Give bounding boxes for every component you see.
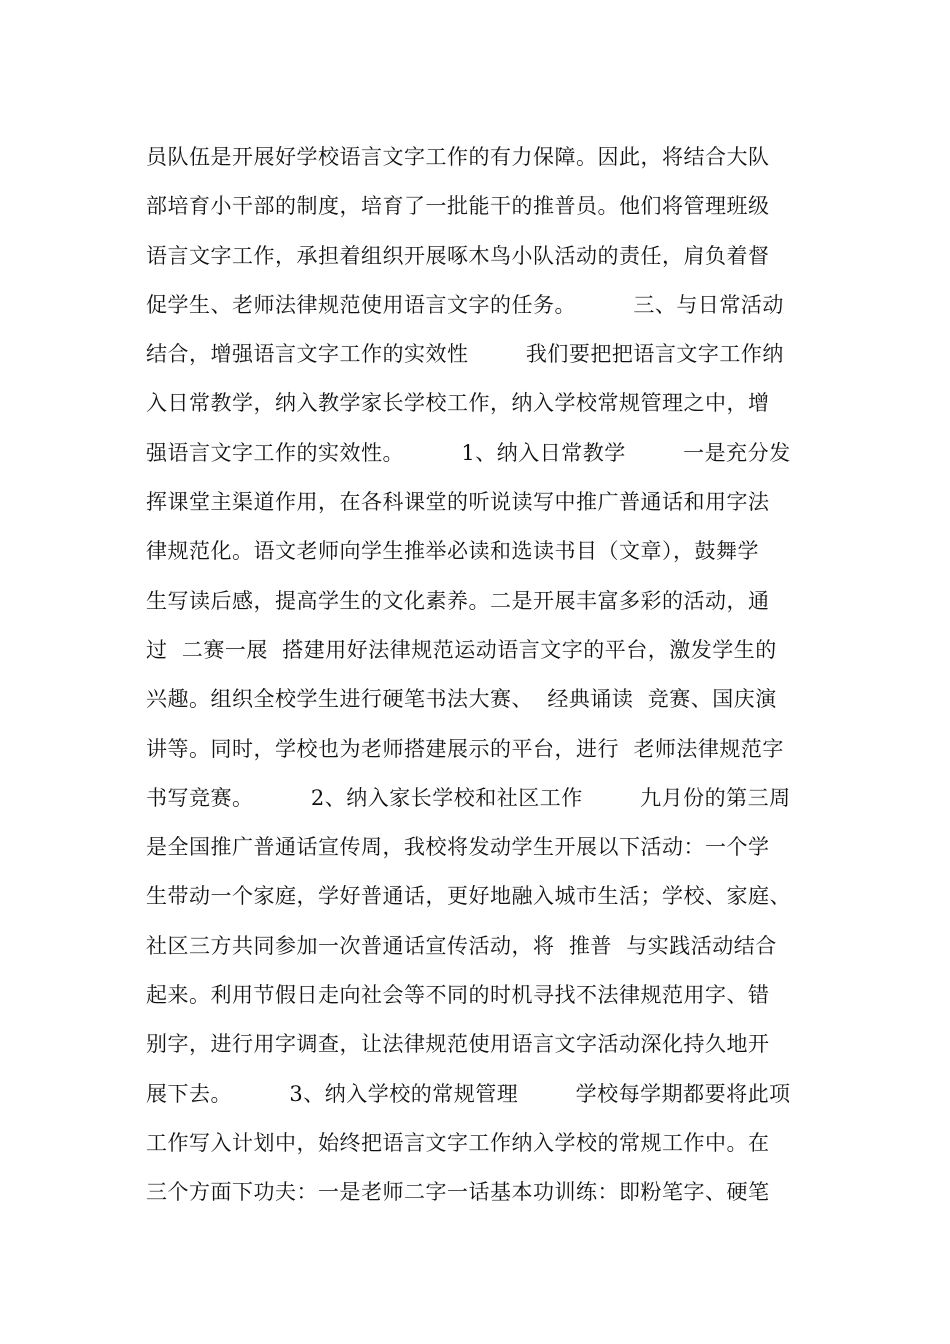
text-line: 生带动一个家庭，学好普通话，更好地融入城市生活；学校、家庭、 — [146, 884, 791, 909]
text-line: 社区三方共同参加一次普通话宣传活动，将 推普 与实践活动结合 — [146, 933, 777, 958]
text-line: 工作写入计划中，始终把语言文字工作纳入学校的常规工作中。在 — [146, 1130, 770, 1155]
text-line: 展下去。 3、纳入学校的常规管理 学校每学期都要将此项 — [146, 1081, 791, 1106]
text-line: 结合，增强语言文字工作的实效性 我们要把把语言文字工作纳 — [146, 342, 784, 367]
text-line: 讲等。同时，学校也为老师搭建展示的平台，进行 老师法律规范字 — [146, 736, 784, 761]
text-line: 入日常教学，纳入教学家长学校工作，纳入学校常规管理之中，增 — [146, 391, 770, 416]
text-line: 起来。利用节假日走向社会等不同的时机寻找不法律规范用字、错 — [146, 983, 770, 1008]
text-line: 是全国推广普通话宣传周，我校将发动学生开展以下活动：一个学 — [146, 835, 770, 860]
text-line: 别字，进行用字调查，让法律规范使用语言文字活动深化持久地开 — [146, 1032, 770, 1057]
text-line: 律规范化。语文老师向学生推举必读和选读书目（文章），鼓舞学 — [146, 539, 759, 564]
text-line: 促学生、老师法律规范使用语言文字的任务。 三、与日常活动 — [146, 292, 784, 317]
text-line: 过 二赛一展 搭建用好法律规范运动语言文字的平台，激发学生的 — [146, 637, 777, 662]
text-line: 部培育小干部的制度，培育了一批能干的推普员。他们将管理班级 — [146, 194, 770, 219]
text-line: 兴趣。组织全校学生进行硬笔书法大赛、 经典诵读 竞赛、国庆演 — [146, 687, 777, 712]
text-line: 生写读后感，提高学生的文化素养。二是开展丰富多彩的活动，通 — [146, 588, 770, 613]
text-line: 书写竞赛。 2、纳入家长学校和社区工作 九月份的第三周 — [146, 785, 791, 810]
text-line: 强语言文字工作的实效性。 1、纳入日常教学 一是充分发 — [146, 440, 791, 465]
text-line: 语言文字工作，承担着组织开展啄木鸟小队活动的责任，肩负着督 — [146, 243, 770, 268]
body-text — [146, 133, 846, 1218]
text-line: 员队伍是开展好学校语言文字工作的有力保障。因此，将结合大队 — [146, 145, 770, 169]
text-line: 三个方面下功夫：一是老师二字一话基本功训练：即粉笔字、硬笔 — [146, 1180, 770, 1205]
text-line: 挥课堂主渠道作用，在各科课堂的听说读写中推广普通话和用字法 — [146, 490, 770, 515]
